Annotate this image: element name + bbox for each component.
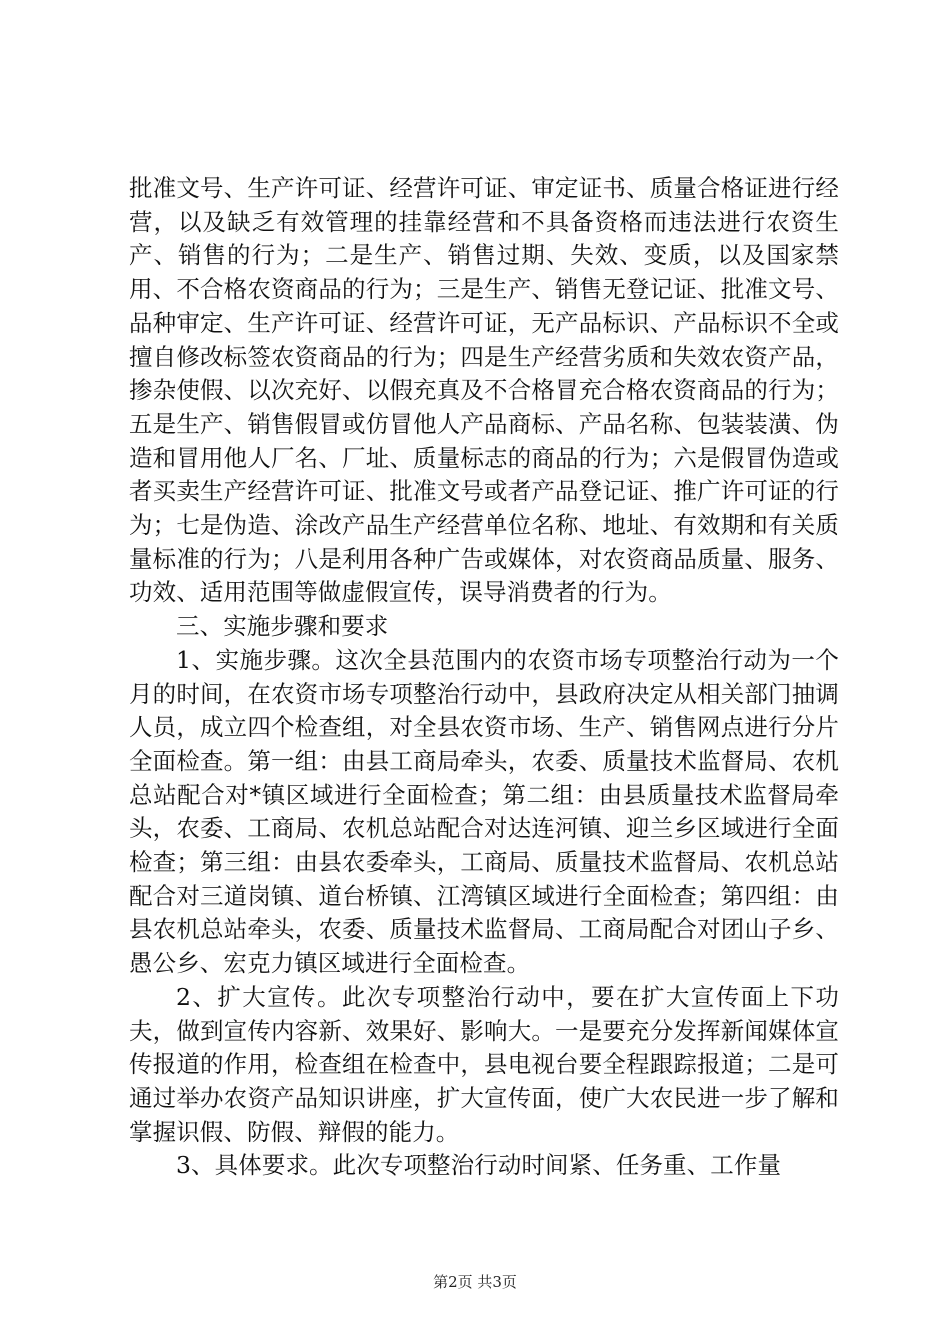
paragraph-violations-list: 批准文号、生产许可证、经营许可证、审定证书、质量合格证进行经营，以及缺乏有效管理的挂靠经营和不具备资格而违法进行农资生产、销售的行为；二是生产、销售过期、失效、变质，以及国家禁用、不合格农资商品的行为；三是生产、销售无登记证、批准文号、品种审定、生产许可证、经营许可证，无产品标识、产品标识不全或擅自修改标签农资商品的行为；四是生产经营劣质和失效农资产品，掺杂使假、以次充好、以假充真及不合格冒充合格农资商品的行为；五是生产、销售假冒或仿冒他人产品商标、产品名称、包装装潢、伪造和冒用他人厂名、厂址、质量标志的商品的行为；六是假冒伪造或者买卖生产经营许可证、批准文号或者产品登记证、推广许可证的行为；七是伪造、涂改产品生产经营单位名称、地址、有效期和有关质量标准的行为；八是利用各种广告或媒体，对农资商品质量、服务、功效、适用范围等做虚假宣传，误导消费者的行为。 [129, 174, 839, 607]
section-heading-steps: 三、实施步骤和要求 [176, 612, 389, 641]
paragraph-requirements: 3、具体要求。此次专项整治行动时间紧、任务重、工作量 [176, 1151, 782, 1180]
page-footer [0, 1272, 950, 1292]
paragraph-implementation-steps: 1、实施步骤。这次全县范围内的农资市场专项整治行动为一个月的时间，在农资市场专项整治行动中，县政府决定从相关部门抽调人员，成立四个检查组，对全县农资市场、生产、销售网点进行分片全面检查。第一组：由县工商局牵头，农委、质量技术监督局、农机总站配合对*镇区域进行全面检查；第二组：由县质量技术监督局牵头，农委、工商局、农机总站配合对达连河镇、迎兰乡区域进行全面检查；第三组：由县农委牵头，工商局、质量技术监督局、农机总站配合对三道岗镇、道台桥镇、江湾镇区域进行全面检查；第四组：由县农机总站牵头，农委、质量技术监督局、工商局配合对团山子乡、愚公乡、宏克力镇区域进行全面检查。 [129, 645, 839, 978]
document-body [129, 172, 839, 1183]
page-number-label: 第2页 共3页 [433, 1273, 517, 1291]
paragraph-publicity: 2、扩大宣传。此次专项整治行动中，要在扩大宣传面上下功夫，做到宣传内容新、效果好、影响大。一是要充分发挥新闻媒体宣传报道的作用，检查组在检查中，县电视台要全程跟踪报道；二是可通过举办农资产品知识讲座，扩大宣传面，使广大农民进一步了解和掌握识假、防假、辩假的能力。 [129, 982, 839, 1146]
